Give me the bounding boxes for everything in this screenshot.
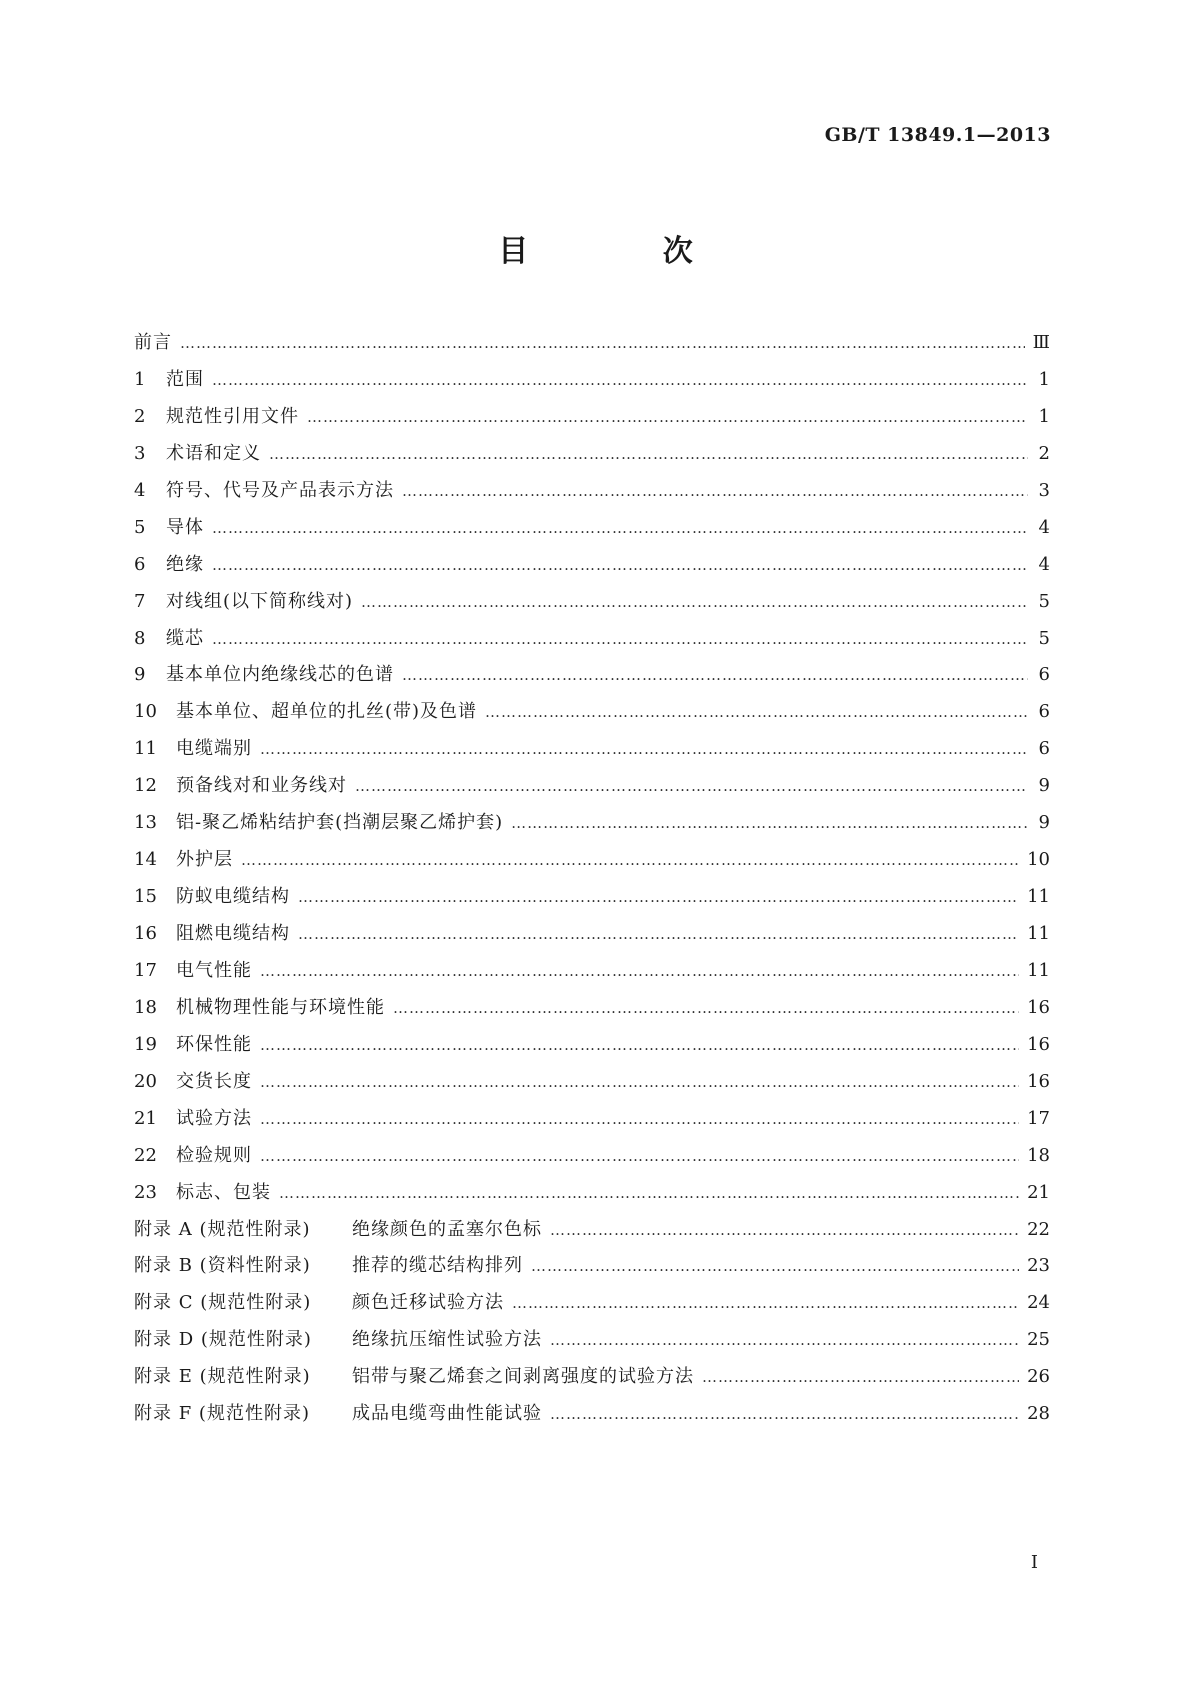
toc-entry-page: 18 <box>1027 1144 1050 1166</box>
toc-entry-label: 电气性能 <box>176 959 252 981</box>
toc-entry-page: 9 <box>1038 775 1050 797</box>
toc-entry[interactable] <box>134 882 1050 919</box>
toc-entry-number: 7 <box>134 590 146 612</box>
toc-entry[interactable] <box>134 1030 1050 1067</box>
toc-entry-page: 25 <box>1027 1329 1050 1351</box>
page-number: I <box>1030 1552 1038 1573</box>
toc-entry[interactable] <box>134 697 1050 734</box>
toc-entry-label: 符号、代号及产品表示方法 <box>166 479 394 501</box>
toc-entry-number: 10 <box>134 701 157 723</box>
toc-entry-number: 23 <box>134 1181 157 1203</box>
toc-entry-page: 21 <box>1027 1181 1050 1203</box>
dot-leader <box>269 445 1028 463</box>
dot-leader <box>550 1331 1019 1349</box>
toc-entry-label: 阻燃电缆结构 <box>176 923 290 944</box>
toc-entry-label: 颜色迁移试验方法 <box>352 1292 504 1314</box>
standard-number: GB/T 13849.1—2013 <box>824 124 1051 146</box>
dot-leader <box>241 851 1019 869</box>
toc-entry[interactable] <box>134 550 1050 587</box>
toc-entry-number: 21 <box>134 1107 157 1129</box>
toc-entry[interactable] <box>134 476 1050 513</box>
toc-entry-annex[interactable] <box>134 1325 1050 1362</box>
toc-entry-annex[interactable] <box>134 1215 1050 1252</box>
dot-leader <box>402 666 1028 684</box>
toc-entry-page: 3 <box>1038 479 1050 501</box>
toc-entry-page: 11 <box>1027 923 1050 944</box>
toc-entry[interactable] <box>134 1067 1050 1104</box>
dot-leader <box>361 593 1028 611</box>
toc-entry-label: 基本单位、超单位的扎丝(带)及色谱 <box>176 701 478 723</box>
toc-entry[interactable] <box>134 624 1050 661</box>
toc-entry-number: 6 <box>134 553 146 575</box>
dot-leader <box>260 1036 1019 1054</box>
toc-entry-label: 基本单位内绝缘线芯的色谱 <box>166 664 394 686</box>
toc-entry-number: 22 <box>134 1144 157 1166</box>
toc-entry-page: 1 <box>1038 368 1050 390</box>
toc-entry-number: 15 <box>134 886 157 908</box>
toc-entry-page: 5 <box>1038 627 1050 649</box>
dot-leader <box>260 1110 1019 1128</box>
toc-entry-number: 3 <box>134 442 146 464</box>
toc-entry[interactable] <box>134 365 1050 402</box>
toc-entry-label: 导体 <box>166 516 204 538</box>
annex-tag: 附录 C (规范性附录) <box>134 1292 312 1314</box>
toc-entry-label: 绝缘 <box>166 553 204 575</box>
dot-leader <box>298 925 1019 943</box>
toc-entry[interactable] <box>134 1178 1050 1215</box>
toc-entry-page: 4 <box>1038 553 1050 575</box>
toc-entry-page: 4 <box>1038 516 1050 538</box>
toc-entry-label: 规范性引用文件 <box>166 405 299 427</box>
toc-entry-label: 交货长度 <box>176 1070 252 1092</box>
dot-leader <box>485 703 1028 721</box>
toc-entry-label: 机械物理性能与环境性能 <box>176 996 385 1018</box>
dot-leader <box>702 1368 1019 1386</box>
toc-entry-page: 16 <box>1027 1033 1050 1055</box>
toc-entry[interactable] <box>134 808 1050 845</box>
dot-leader <box>279 1184 1019 1202</box>
annex-tag: 附录 B (资料性附录) <box>134 1255 311 1277</box>
toc-entry-number: 9 <box>134 664 146 686</box>
toc-entry-label: 绝缘抗压缩性试验方法 <box>352 1329 542 1351</box>
dot-leader <box>212 630 1028 648</box>
toc-entry-label: 推荐的缆芯结构排列 <box>352 1255 523 1277</box>
annex-tag: 附录 A (规范性附录) <box>134 1218 311 1240</box>
toc-entry[interactable] <box>134 956 1050 993</box>
toc-entry-label: 范围 <box>166 368 204 390</box>
dot-leader <box>260 740 1028 758</box>
toc-entry-number: 17 <box>134 959 157 981</box>
toc-entry[interactable] <box>134 439 1050 476</box>
toc-entry-foreword[interactable] <box>134 328 1050 365</box>
toc-entry-page: 2 <box>1038 442 1050 464</box>
toc-entry-page: 11 <box>1027 959 1050 981</box>
toc-entry-label: 检验规则 <box>176 1144 252 1166</box>
toc-entry-label: 环保性能 <box>176 1033 252 1055</box>
toc-entry-number: 14 <box>134 849 157 871</box>
dot-leader <box>511 814 1028 832</box>
table-of-contents <box>134 328 1050 1436</box>
toc-entry-page: 16 <box>1027 996 1050 1018</box>
dot-leader <box>260 1073 1019 1091</box>
toc-entry[interactable] <box>134 587 1050 624</box>
toc-entry-page: 11 <box>1027 886 1050 908</box>
toc-entry-page: 6 <box>1038 701 1050 723</box>
toc-entry-number: 11 <box>134 738 157 760</box>
annex-tag: 附录 D (规范性附录) <box>134 1329 312 1351</box>
dot-leader <box>298 888 1019 906</box>
toc-entry-annex[interactable] <box>134 1399 1050 1436</box>
toc-entry-page: 1 <box>1038 405 1050 427</box>
toc-entry-page: 26 <box>1027 1366 1050 1388</box>
toc-entry-page: 6 <box>1038 664 1050 686</box>
annex-tag: 附录 F (规范性附录) <box>134 1403 310 1425</box>
toc-entry-label: 缆芯 <box>166 627 204 649</box>
dot-leader <box>212 371 1028 389</box>
toc-entry[interactable] <box>134 771 1050 808</box>
toc-entry-number: 13 <box>134 812 157 834</box>
toc-entry[interactable] <box>134 1104 1050 1141</box>
toc-entry-annex[interactable] <box>134 1362 1050 1399</box>
toc-entry-label: 电缆端别 <box>176 738 252 760</box>
toc-entry-number: 20 <box>134 1070 157 1092</box>
toc-entry-page: 6 <box>1038 738 1050 760</box>
toc-entry[interactable] <box>134 919 1050 956</box>
toc-entry[interactable] <box>134 660 1050 697</box>
dot-leader <box>512 1294 1019 1312</box>
toc-entry-label: 防蚁电缆结构 <box>176 886 290 908</box>
toc-entry-page: 17 <box>1027 1107 1050 1129</box>
toc-entry-page: 10 <box>1027 849 1050 871</box>
dot-leader <box>260 1147 1019 1165</box>
toc-entry-label: 对线组(以下简称线对) <box>166 590 354 612</box>
toc-entry-page: 9 <box>1038 812 1050 834</box>
toc-entry-number: 16 <box>134 923 157 944</box>
toc-entry-page: 22 <box>1027 1218 1050 1240</box>
toc-entry[interactable] <box>134 734 1050 771</box>
toc-entry[interactable] <box>134 402 1050 439</box>
dot-leader <box>393 999 1019 1017</box>
dot-leader <box>180 334 1025 352</box>
toc-entry-label: 前言 <box>134 332 172 353</box>
toc-entry-page: 24 <box>1027 1292 1050 1314</box>
toc-entry-label: 成品电缆弯曲性能试验 <box>352 1403 542 1425</box>
toc-entry-label: 预备线对和业务线对 <box>176 775 347 797</box>
toc-entry-label: 试验方法 <box>176 1107 252 1129</box>
toc-entry[interactable] <box>134 993 1050 1030</box>
toc-entry-page: 28 <box>1027 1403 1050 1425</box>
toc-entry-label: 外护层 <box>176 849 233 871</box>
toc-entry-label: 标志、包装 <box>176 1181 271 1203</box>
toc-entry-number: 1 <box>134 368 146 390</box>
toc-entry-label: 绝缘颜色的孟塞尔色标 <box>352 1218 542 1240</box>
dot-leader <box>212 556 1028 574</box>
toc-entry-number: 8 <box>134 627 146 649</box>
toc-entry[interactable] <box>134 845 1050 882</box>
dot-leader <box>531 1257 1019 1275</box>
toc-entry-page: 5 <box>1038 590 1050 612</box>
toc-entry-page: Ⅲ <box>1032 332 1050 353</box>
toc-entry-number: 12 <box>134 775 157 797</box>
dot-leader <box>402 482 1028 500</box>
toc-entry[interactable] <box>134 513 1050 550</box>
toc-entry-label: 铝-聚乙烯粘结护套(挡潮层聚乙烯护套) <box>176 812 504 834</box>
dot-leader <box>355 777 1028 795</box>
toc-entry-annex[interactable] <box>134 1251 1050 1288</box>
dot-leader <box>307 408 1028 426</box>
toc-entry-number: 5 <box>134 516 146 538</box>
toc-entry-number: 19 <box>134 1033 157 1055</box>
toc-entry-label: 铝带与聚乙烯套之间剥离强度的试验方法 <box>352 1366 694 1388</box>
dot-leader <box>212 519 1028 537</box>
toc-entry-number: 4 <box>134 479 146 501</box>
dot-leader <box>550 1405 1019 1423</box>
toc-entry[interactable] <box>134 1141 1050 1178</box>
toc-entry-annex[interactable] <box>134 1288 1050 1325</box>
toc-entry-number: 2 <box>134 405 146 427</box>
toc-entry-label: 术语和定义 <box>166 442 261 464</box>
dot-leader <box>550 1221 1019 1239</box>
annex-tag: 附录 E (规范性附录) <box>134 1366 311 1388</box>
page-title: 目 次 <box>498 234 755 269</box>
dot-leader <box>260 962 1019 980</box>
toc-entry-page: 16 <box>1027 1070 1050 1092</box>
toc-entry-page: 23 <box>1027 1255 1050 1277</box>
toc-entry-number: 18 <box>134 996 157 1018</box>
